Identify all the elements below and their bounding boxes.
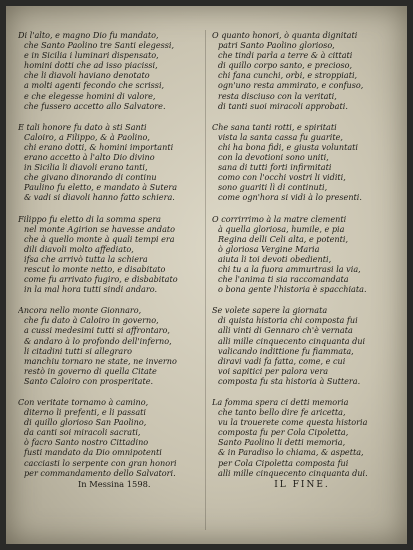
verse-line: & andaro à lo profondo dell'inferno, bbox=[24, 335, 172, 346]
verse-line: chi tu a la fuora ammurtrasi la via, bbox=[218, 263, 361, 274]
verse-line: sana di tutti forti infirmitati bbox=[218, 162, 332, 173]
verse-line: e che elegesse homini di valore, bbox=[24, 90, 156, 101]
verse-line: manchiu tornaro ne state, ne inverno bbox=[24, 355, 177, 366]
verse-line: come ogn'hora si vidi à lo presenti. bbox=[218, 192, 362, 203]
imprint-line: In Messina 1598. bbox=[78, 478, 151, 489]
verse-line: chi fana cunchi, orbi, e stroppiati, bbox=[218, 70, 358, 81]
verse-line: in Sicilia li diavoli erano tanti, bbox=[24, 162, 148, 173]
verse-line: voi sapitici per palora vera bbox=[218, 365, 329, 376]
verse-line: ò gloriosa Vergine Maria bbox=[218, 243, 320, 254]
verse-line: diravi vadi fa fatta, come, e cui bbox=[218, 355, 346, 366]
verse-line: Caloiro, a Filippo, & à Paolino, bbox=[24, 131, 150, 142]
stanza bbox=[212, 214, 392, 295]
verse-line: di quista historia chi composta fui bbox=[218, 315, 358, 326]
verse-line: ifsa che arrivò tutta la schiera bbox=[24, 253, 148, 264]
verse-line: Regina delli Celi alta, e potenti, bbox=[218, 233, 349, 244]
verse-line: chi ha bona fidi, e giusta voluntati bbox=[218, 141, 359, 152]
verse-line: che li diavoli haviano denotato bbox=[24, 70, 150, 81]
verse-line: e in Sicilia i luminari dispensato, bbox=[24, 50, 159, 61]
verse-line: Santo Paolino li detti memoria, bbox=[218, 437, 346, 448]
verse-line: Ancora nello monte Gionnaro, bbox=[18, 305, 142, 316]
verse-line: Filippo fu eletto di la somma spera bbox=[18, 213, 162, 224]
left-column bbox=[18, 30, 198, 500]
verse-line: cacciasti lo serpente con gran honori bbox=[24, 457, 177, 468]
verse-line: alli mille cinquecento cinquanta dui bbox=[218, 335, 366, 346]
verse-line: nel monte Agirion se havesse andato bbox=[24, 223, 176, 234]
printed-page bbox=[6, 6, 407, 544]
verse-line: con la devotioni sono uniti, bbox=[218, 152, 329, 163]
verse-line: alli mille cinquecento cinquanta dui. bbox=[218, 467, 368, 478]
stanza bbox=[212, 397, 392, 490]
verse-line: aiuta li toi devoti obedienti, bbox=[218, 253, 332, 264]
verse-line: valicando indittione fu fiammata, bbox=[218, 345, 354, 356]
verse-line: dili diavoli molto affediato, bbox=[24, 243, 134, 254]
verse-line: La fomma spera ci detti memoria bbox=[212, 397, 349, 407]
verse-line: che à quello monte à quali tempi era bbox=[24, 233, 175, 244]
verse-line: Che sana tanti rotti, e spiritati bbox=[212, 121, 337, 132]
verse-line: composta fu sta historia à Suttera. bbox=[218, 375, 361, 386]
stanza bbox=[18, 30, 198, 111]
verse-line: Con veritate tornamo à camino, bbox=[18, 397, 149, 407]
verse-line: & vadi si diavoli hanno fatto schiera. bbox=[24, 192, 175, 203]
verse-line: homini dotti che ad isso piacissi, bbox=[24, 60, 158, 71]
verse-line: restò in governo di quella Citate bbox=[24, 365, 157, 376]
verse-line: resta disciuso con la veritati, bbox=[218, 90, 337, 101]
verse-line: diterno li prefenti, e li passati bbox=[24, 407, 147, 418]
stanza bbox=[212, 30, 392, 111]
verse-line: a molti agenti fecondo che scrissi, bbox=[24, 80, 165, 91]
verse-line: o bona gente l'historia è spacchiata. bbox=[218, 284, 367, 295]
verse-line: di quillo corpo santo, e precioso, bbox=[218, 60, 353, 71]
verse-line: composta fu per Cola Cipoletta, bbox=[218, 427, 349, 438]
verse-line: li citadini tutti si allegraro bbox=[24, 345, 132, 356]
verse-line: vista la santa cassa fu guarite, bbox=[218, 131, 343, 142]
verse-line: fusti mandato da Dio omnipotenti bbox=[24, 447, 162, 458]
verse-line: O corrirrimo à la matre clementi bbox=[212, 213, 347, 224]
verse-line: chi erano dotti, & homini importanti bbox=[24, 141, 174, 152]
verse-line: à quella gloriosa, humile, e pia bbox=[218, 223, 345, 234]
verse-line: como con l'occhi vostri li viditi, bbox=[218, 172, 346, 183]
verse-line: ò facro Santo nostro Cittadino bbox=[24, 437, 149, 448]
stanza bbox=[18, 305, 198, 386]
verse-line: a cussi medesimi tutti si affrontaro, bbox=[24, 325, 170, 336]
verse-line: sono guariti lì di continuti, bbox=[218, 182, 328, 193]
verse-line: alli vinti di Gennaro ch'è vernata bbox=[218, 325, 353, 336]
verse-line: per Cola Cipoletta composta fui bbox=[218, 457, 349, 468]
verse-line: Paulino fu eletto, e mandato à Sutera bbox=[24, 182, 178, 193]
verse-line: di tanti suoi miracoli approbati. bbox=[218, 100, 348, 111]
verse-line: in la mal hora tutti sindi andaro. bbox=[24, 284, 158, 295]
column-divider bbox=[205, 30, 206, 530]
finis-line: IL FINE. bbox=[274, 479, 330, 490]
right-column bbox=[212, 30, 392, 501]
verse-line: & in Paradiso lo chiama, & aspetta, bbox=[218, 447, 364, 458]
verse-line: che tanto bello dire fe aricetta, bbox=[218, 407, 346, 418]
verse-line: O quanto honori, ò quanta dignitati bbox=[212, 30, 358, 40]
stanza bbox=[18, 214, 198, 295]
verse-line: rescut lo monte netto, e disabitato bbox=[24, 263, 166, 274]
verse-line: vu la trouerete come questa historia bbox=[218, 417, 368, 428]
verse-line: che givano dinorando di continu bbox=[24, 172, 157, 183]
stanza bbox=[212, 305, 392, 386]
verse-line: che l'anima ti sia raccomandata bbox=[218, 274, 349, 285]
verse-line: che fussero accetto allo Salvatore. bbox=[24, 100, 166, 111]
verse-line: Di l'alto, e magno Dio fu mandato, bbox=[18, 30, 159, 40]
verse-line: Se volete sapere la giornata bbox=[212, 305, 328, 316]
verse-line: come fu arrivato fugiro, e disbabitato bbox=[24, 274, 178, 285]
verse-line: patri Santo Paolino glorioso, bbox=[218, 40, 335, 51]
stanza bbox=[212, 122, 392, 203]
verse-line: da canti soi miracoli sacrati, bbox=[24, 427, 141, 438]
verse-line: per commandamento dello Salvatori. bbox=[24, 467, 176, 478]
verse-line: di quillo glorioso San Paolino, bbox=[24, 417, 147, 428]
verse-line: erano accetto à l'alto Dio divino bbox=[24, 152, 155, 163]
verse-line: Santo Caloiro con prosperitate. bbox=[24, 375, 154, 386]
verse-line: ogn'uno resta ammirato, e confuso, bbox=[218, 80, 364, 91]
verse-line: che tindi parla a terre & à cittati bbox=[218, 50, 353, 61]
verse-line: che fu dato à Caloiro in governo, bbox=[24, 315, 159, 326]
verse-line: E tali honore fu dato à sti Santi bbox=[18, 121, 147, 132]
stanza bbox=[18, 397, 198, 489]
verse-line: che Santo Paolino tre Santi elegessi, bbox=[24, 40, 175, 51]
stanza bbox=[18, 122, 198, 203]
